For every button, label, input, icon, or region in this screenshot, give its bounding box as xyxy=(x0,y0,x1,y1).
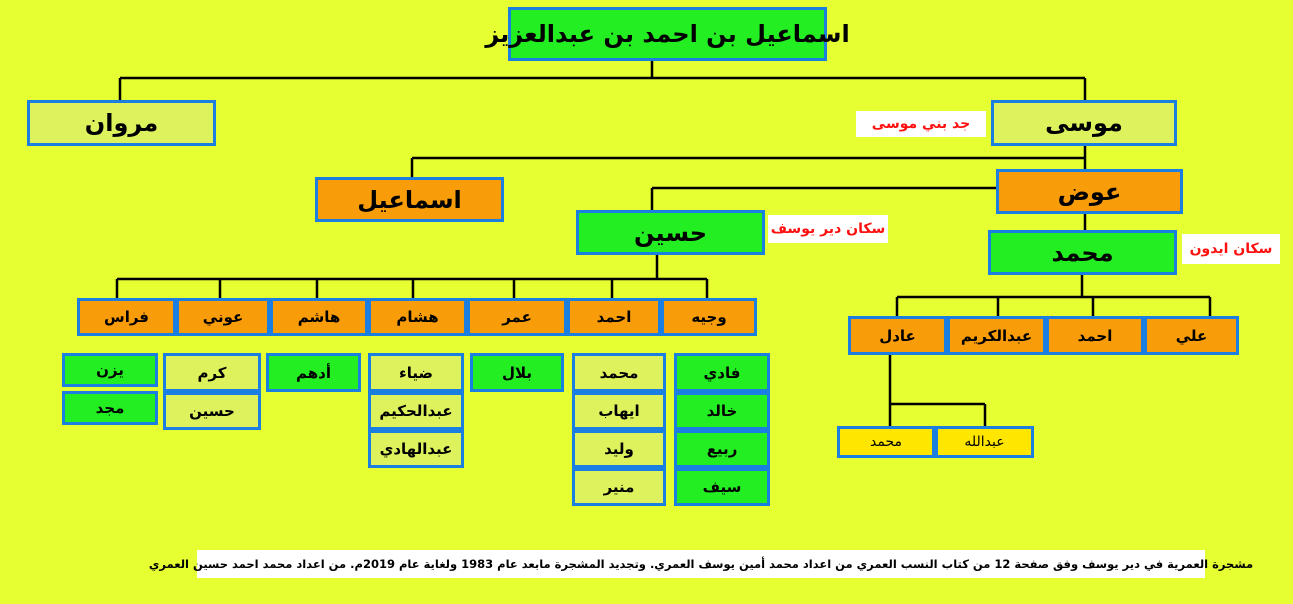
ahmad-child: محمد xyxy=(572,353,666,392)
ismail-node: اسماعيل xyxy=(315,177,504,222)
mohammed-son: عادل xyxy=(848,316,947,355)
mohammed-son: عبدالكريم xyxy=(947,316,1046,355)
hussein-note: سكان دير يوسف xyxy=(768,215,888,243)
hussein-node: حسين xyxy=(576,210,765,255)
son-awni: عوني xyxy=(176,298,270,336)
footer-caption: مشجرة العمرية في دير يوسف وفق صفحة 12 من كتاب النسب العمري من اعداد محمد أمين يوسف العمري. وتجديد المشجرة مابعد عام 1983 ولغاية عام 2019م. من اعداد محمد احمد حسين العمري xyxy=(197,550,1205,578)
firas-child: مجد xyxy=(62,391,158,425)
marwan-node: مروان xyxy=(27,100,216,146)
adel-child: عبدالله xyxy=(935,426,1034,458)
mohammed-node: محمد xyxy=(988,230,1177,275)
root-node: اسماعيل بن احمد بن عبدالعزيز xyxy=(508,7,827,61)
son-wajih: وجيه xyxy=(661,298,757,336)
mohammed-son: احمد xyxy=(1046,316,1144,355)
omar-child: بلال xyxy=(470,353,564,392)
firas-child: يزن xyxy=(62,353,158,387)
ahmad-child: وليد xyxy=(572,430,666,468)
ahmad-child: منير xyxy=(572,468,666,506)
wajih-child: ربيع xyxy=(674,430,770,468)
musa-note: جد بني موسى xyxy=(856,111,986,137)
son-ahmad: احمد xyxy=(567,298,661,336)
wajih-child: سيف xyxy=(674,468,770,506)
son-firas: فراس xyxy=(77,298,176,336)
mohammed-note: سكان ايدون xyxy=(1182,234,1280,264)
son-hisham: هشام xyxy=(368,298,467,336)
adel-child: محمد xyxy=(837,426,935,458)
hisham-child: عبدالهادي xyxy=(368,430,464,468)
mohammed-son: علي xyxy=(1144,316,1239,355)
awad-node: عوض xyxy=(996,169,1183,214)
hisham-child: ضياء xyxy=(368,353,464,392)
awni-child: حسين xyxy=(163,392,261,430)
ahmad-child: ايهاب xyxy=(572,392,666,430)
wajih-child: فادي xyxy=(674,353,770,392)
son-hashem: هاشم xyxy=(270,298,368,336)
hisham-child: عبدالحكيم xyxy=(368,392,464,430)
son-omar: عمر xyxy=(467,298,567,336)
wajih-child: خالد xyxy=(674,392,770,430)
hashem-child: أدهم xyxy=(266,353,361,392)
musa-node: موسى xyxy=(991,100,1177,146)
awni-child: كرم xyxy=(163,353,261,392)
